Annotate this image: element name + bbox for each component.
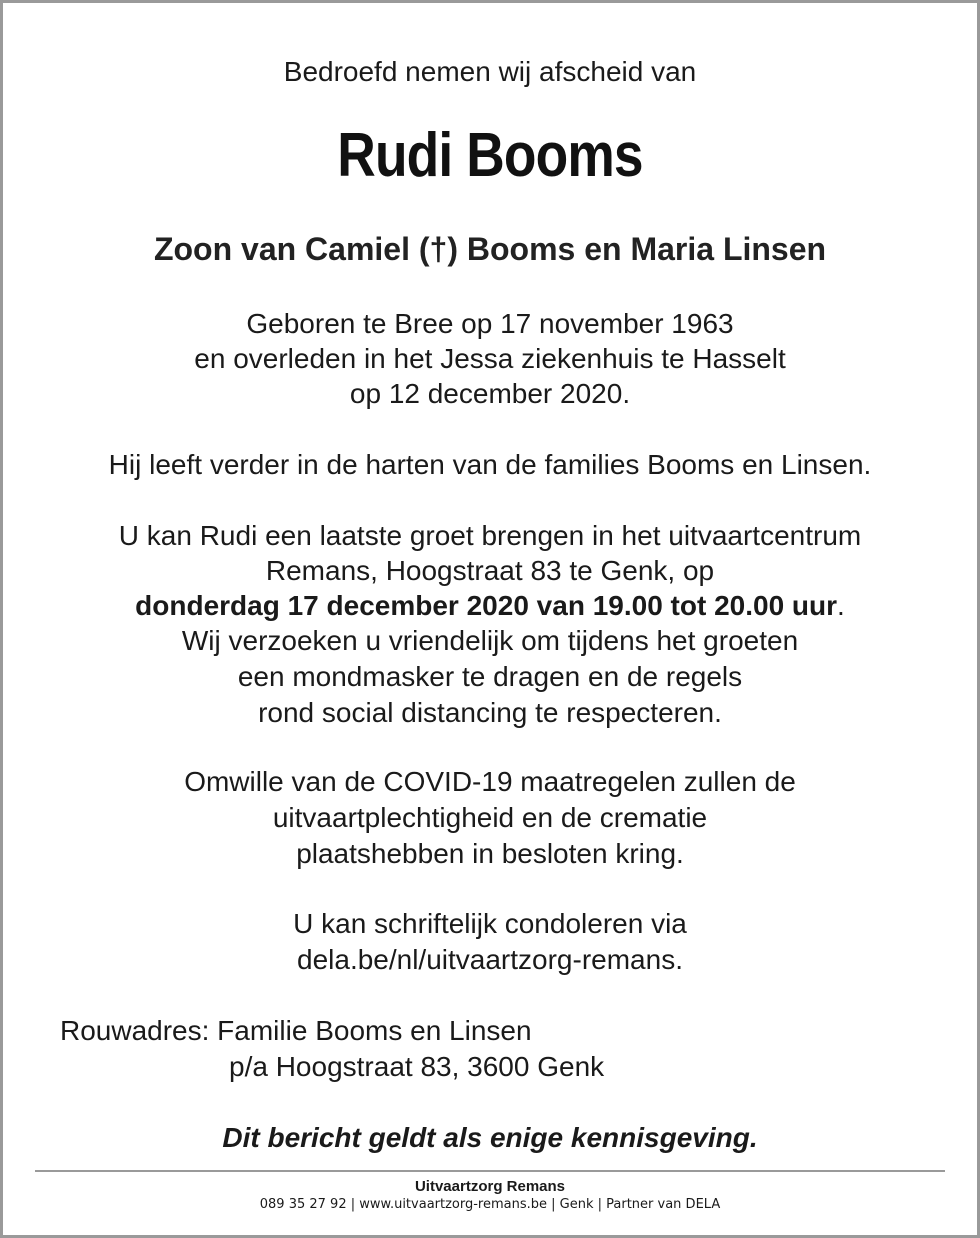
visitation-line-5: een mondmasker te dragen en de regels [237,661,743,692]
condolences-link: dela.be/nl/uitvaartzorg-remans. [297,944,683,975]
visitation-line-6: rond social distancing te respecteren. [258,697,722,728]
visitation-line-1: U kan Rudi een laatste groet brengen in het uitvaartcentrum [118,520,862,551]
intro-text: Bedroefd nemen wij afscheid van [283,56,697,87]
covid-line-3: plaatshebben in besloten kring. [296,838,684,869]
closing-statement: Dit bericht geldt als enige kennisgeving. [222,1122,758,1153]
death-date-line: op 12 december 2020. [349,378,631,409]
death-place-line: en overleden in het Jessa ziekenhuis te Hasselt [194,343,786,374]
covid-line-2: uitvaartplechtigheid en de crematie [272,802,708,833]
birth-line: Geboren te Bree op 17 november 1963 [246,308,734,339]
visitation-datetime-bold: donderdag 17 december 2020 van 19.00 tot 20.00 uur [135,590,838,621]
footer-info: 089 35 27 92 | www.uitvaartzorg-remans.be | Genk | Partner van DELA [259,1197,721,1212]
parents-text: Zoon van Camiel (†) Booms en Maria Linsen [153,231,827,267]
visitation-datetime [0,588,980,624]
visitation-line-2: Remans, Hoogstraat 83 te Genk, op [265,555,715,586]
condolences-line-1: U kan schriftelijk condoleren via [293,908,687,939]
covid-line-1: Omwille van de COVID-19 maatregelen zullen de [184,766,796,797]
families-text: Hij leeft verder in de harten van de families Booms en Linsen. [108,449,872,480]
visitation-line-4: Wij verzoeken u vriendelijk om tijdens het groeten [181,625,799,656]
footer-company: Uitvaartzorg Remans [414,1178,566,1195]
address-line-1: Rouwadres: Familie Booms en Linsen [60,1015,532,1046]
visitation-period: . [837,590,845,621]
deceased-name: Rudi Booms [337,121,643,190]
footer-divider [35,1170,945,1172]
address-line-2: p/a Hoogstraat 83, 3600 Genk [229,1051,605,1082]
